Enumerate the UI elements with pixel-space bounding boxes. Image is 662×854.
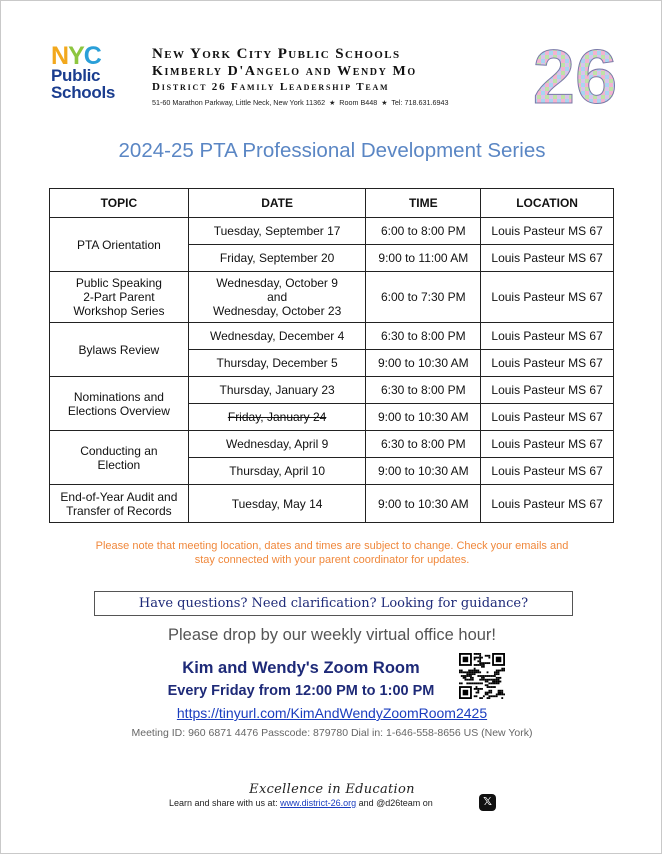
date-line: Wednesday, December 4 xyxy=(209,329,345,343)
date-cell xyxy=(188,404,366,431)
meeting-info: Meeting ID: 960 6871 4476 Passcode: 879780 Dial in: 1-646-558-8656 US (New York) xyxy=(131,727,533,739)
time-cell: 9:00 to 10:30 AM xyxy=(366,485,481,523)
topic-cell xyxy=(50,431,189,485)
letterhead xyxy=(152,45,532,107)
learn-prefix: Learn and share with us at: xyxy=(169,798,281,808)
header-date: DATE xyxy=(188,189,366,218)
questions-banner: Have questions? Need clarification? Looking for guidance? xyxy=(94,591,573,616)
time-cell: 6:30 to 8:00 PM xyxy=(366,323,481,350)
district-26-logo xyxy=(529,43,621,109)
telephone: Tel: 718.631.6943 xyxy=(391,98,449,107)
date-cell xyxy=(188,218,366,245)
date-cell xyxy=(188,458,366,485)
star-icon: ★ xyxy=(327,100,338,107)
date-cell xyxy=(188,272,366,323)
nyc-public-schools-logo xyxy=(51,42,131,109)
time-cell: 6:30 to 8:00 PM xyxy=(366,377,481,404)
time-cell: 6:00 to 8:00 PM xyxy=(366,218,481,245)
date-cell xyxy=(188,350,366,377)
table-row xyxy=(50,431,614,458)
date-line: Tuesday, September 17 xyxy=(213,224,341,238)
table-row xyxy=(50,323,614,350)
office-hour-invite: Please drop by our weekly virtual office hour! xyxy=(167,626,497,644)
star-icon: ★ xyxy=(379,100,390,107)
topic-line: End-of-Year Audit and xyxy=(60,489,178,504)
header-time: TIME xyxy=(366,189,481,218)
location-cell: Louis Pasteur MS 67 xyxy=(481,323,614,350)
date-line: Tuesday, May 14 xyxy=(231,496,323,511)
location-cell: Louis Pasteur MS 67 xyxy=(481,458,614,485)
topic-line: Nominations and xyxy=(73,389,164,404)
date-line: Wednesday, October 23 xyxy=(212,304,342,318)
topic-cell xyxy=(50,485,189,523)
date-line: Friday, September 20 xyxy=(219,251,335,265)
date-line: Wednesday, April 9 xyxy=(225,437,329,451)
location-cell: Louis Pasteur MS 67 xyxy=(481,377,614,404)
motto: Excellence in Education xyxy=(249,782,415,797)
date-line: Friday, January 24 xyxy=(227,410,327,424)
topic-cell xyxy=(50,323,189,377)
date-line: Thursday, December 5 xyxy=(216,356,338,370)
zoom-room-title: Kim and Wendy's Zoom Room xyxy=(182,659,420,677)
time-cell: 6:30 to 8:00 PM xyxy=(366,431,481,458)
date-cell xyxy=(188,245,366,272)
schedule-table xyxy=(49,188,614,523)
time-cell: 9:00 to 10:30 AM xyxy=(366,404,481,431)
org-name: New York City Public Schools xyxy=(152,46,401,62)
topic-line: Transfer of Records xyxy=(66,503,172,518)
zoom-schedule: Every Friday from 12:00 PM to 1:00 PM xyxy=(167,683,435,699)
logo-public: Public xyxy=(51,66,101,85)
time-cell: 9:00 to 10:30 AM xyxy=(366,458,481,485)
zoom-link[interactable]: https://tinyurl.com/KimAndWendyZoomRoom2425 xyxy=(176,705,488,721)
date-line: Wednesday, October 9 xyxy=(216,276,338,290)
address: 51-60 Marathon Parkway, Little Neck, New York 11362 xyxy=(152,98,326,107)
header-location: LOCATION xyxy=(481,189,614,218)
date-cell xyxy=(188,377,366,404)
topic-line: PTA Orientation xyxy=(76,237,161,252)
topic-cell xyxy=(50,218,189,272)
location-cell: Louis Pasteur MS 67 xyxy=(481,218,614,245)
topic-cell xyxy=(50,377,189,431)
table-row xyxy=(50,272,614,323)
header-topic: TOPIC xyxy=(50,189,189,218)
topic-cell xyxy=(50,272,189,323)
learn-suffix: and @d26team on xyxy=(356,798,433,808)
change-notice: Please note that meeting location, dates and times are subject to change. Check your emails and stay connected with your parent coordinator for updates. xyxy=(95,540,569,566)
location-cell: Louis Pasteur MS 67 xyxy=(481,350,614,377)
x-logo-icon[interactable]: 𝕏 xyxy=(479,794,496,811)
topic-line: 2-Part Parent xyxy=(83,290,155,304)
date-cell xyxy=(188,431,366,458)
table-row xyxy=(50,485,614,523)
time-cell: 9:00 to 11:00 AM xyxy=(366,245,481,272)
location-cell: Louis Pasteur MS 67 xyxy=(481,431,614,458)
learn-and-share xyxy=(169,798,433,808)
qr-code-icon[interactable] xyxy=(459,653,505,699)
date-line: and xyxy=(267,290,288,304)
table-row xyxy=(50,377,614,404)
org-leaders: Kimberly D'Angelo and Wendy Mo xyxy=(152,64,417,79)
date-line: Thursday, April 10 xyxy=(229,464,326,478)
topic-line: Bylaws Review xyxy=(78,342,160,357)
logo-nyc-letters: NYC xyxy=(51,42,101,70)
location-cell: Louis Pasteur MS 67 xyxy=(481,404,614,431)
location-cell: Louis Pasteur MS 67 xyxy=(481,245,614,272)
table-row xyxy=(50,218,614,245)
org-team: District 26 Family Leadership Team xyxy=(152,81,390,93)
date-cell xyxy=(188,485,366,523)
logo-schools: Schools xyxy=(51,83,116,102)
location-cell: Louis Pasteur MS 67 xyxy=(481,272,614,323)
table-header-row xyxy=(50,189,614,218)
date-line: Thursday, January 23 xyxy=(219,383,335,397)
topic-line: Conducting an xyxy=(80,443,158,458)
topic-line: Elections Overview xyxy=(67,403,170,418)
topic-line: Public Speaking xyxy=(75,276,162,290)
topic-line: Election xyxy=(97,457,141,472)
room: Room B448 xyxy=(339,98,378,107)
time-cell: 9:00 to 10:30 AM xyxy=(366,350,481,377)
website-link[interactable]: www.district-26.org xyxy=(280,798,357,808)
date-cell xyxy=(188,323,366,350)
time-cell: 6:00 to 7:30 PM xyxy=(366,272,481,323)
org-address-line xyxy=(152,98,532,107)
topic-line: Workshop Series xyxy=(73,304,165,318)
location-cell: Louis Pasteur MS 67 xyxy=(481,485,614,523)
schedule-body xyxy=(50,218,614,523)
page-title: 2024-25 PTA Professional Development Series xyxy=(118,139,546,162)
svg-text:26: 26 xyxy=(532,43,618,109)
